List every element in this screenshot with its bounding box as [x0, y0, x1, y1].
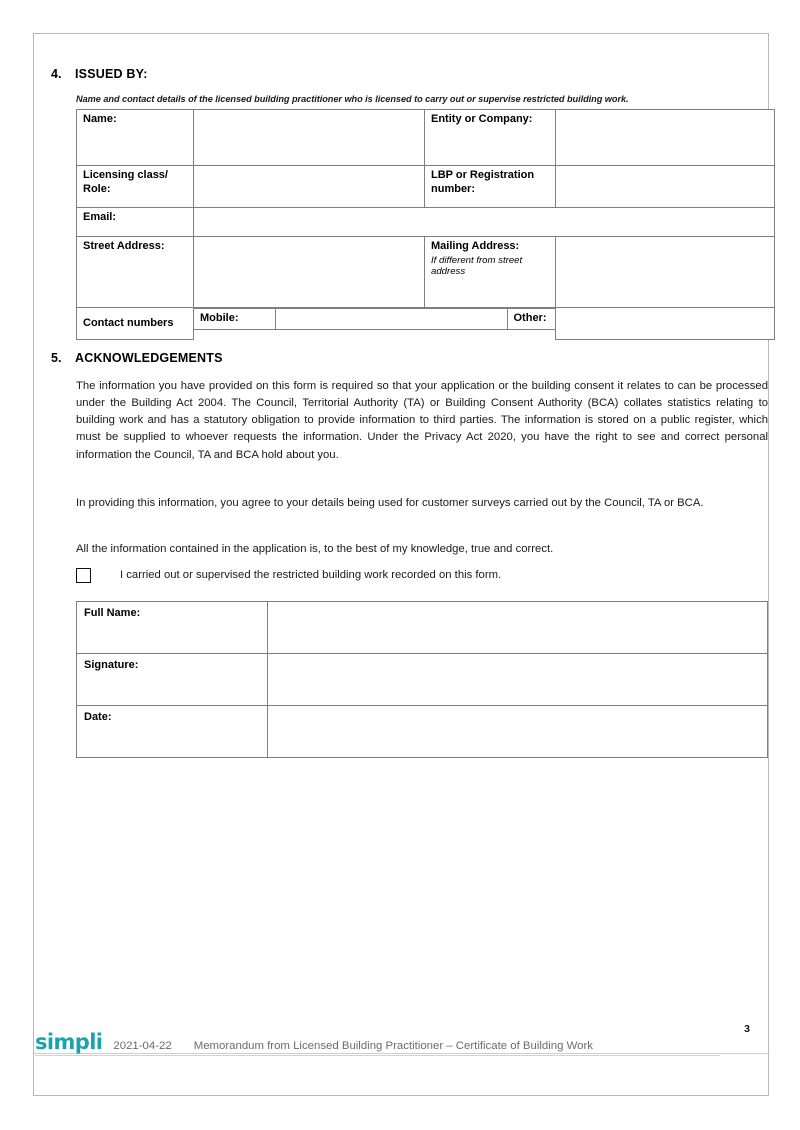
- declaration-checkbox-row[interactable]: [76, 568, 768, 584]
- other-label: Other:: [507, 309, 555, 330]
- full-name-field[interactable]: [268, 602, 768, 654]
- signature-label: Signature:: [77, 654, 268, 706]
- footer-divider: [35, 1055, 720, 1056]
- signature-field[interactable]: [268, 654, 768, 706]
- table-row: [77, 654, 768, 706]
- email-field[interactable]: [194, 208, 775, 237]
- table-row: [77, 706, 768, 758]
- full-name-label: Full Name:: [77, 602, 268, 654]
- acknowledgement-paragraph-3: All the information contained in the application is, to the best of my knowledge, true and correct.: [76, 543, 554, 555]
- declaration-checkbox-label: I carried out or supervised the restricted building work recorded on this form.: [120, 569, 502, 581]
- email-label: Email:: [77, 208, 194, 237]
- checkbox-icon[interactable]: [76, 568, 91, 583]
- street-address-label: Street Address:: [77, 237, 194, 308]
- table-row: [77, 602, 768, 654]
- table-row: [77, 237, 775, 308]
- section-heading-acknowledgements: [51, 351, 223, 365]
- mailing-address-subtext: If different from street address: [431, 254, 523, 278]
- issued-by-instruction: Name and contact details of the licensed building practitioner who is licensed to carry out or supervise restricted building work.: [76, 94, 629, 104]
- contact-numbers-label: Contact numbers: [77, 308, 194, 340]
- section-number: 4.: [51, 67, 62, 81]
- mobile-label: Mobile:: [194, 309, 276, 330]
- declaration-table: [76, 601, 768, 758]
- mobile-field[interactable]: [276, 309, 425, 330]
- page-content: [34, 34, 768, 1095]
- street-address-field[interactable]: [194, 237, 425, 308]
- licensing-class-label: Licensing class/ Role:: [77, 166, 194, 208]
- acknowledgement-paragraph-1: The information you have provided on this form is required so that your application or the building consent it relates to can be processed under the Building Act 2004. The Council, Territorial Authority (TA) or Building Consent Authority (BCA) collates statistics relating to building work and has a statutory obligation to provide information to third parties. The information is stored on a public register, which must be supplied to whoever requests the information. Under the Privacy Act 2020, you have the right to see and correct personal information the Council, TA and BCA hold about you.: [76, 380, 768, 461]
- contact-numbers-other-group: [425, 308, 556, 340]
- name-field[interactable]: [194, 110, 425, 166]
- footer-title: Memorandum from Licensed Building Practitioner – Certificate of Building Work: [193, 1040, 593, 1052]
- date-label: Date:: [77, 706, 268, 758]
- acknowledgement-paragraph-2: In providing this information, you agree to your details being used for customer surveys carried out by the Council, TA or BCA.: [76, 497, 704, 509]
- mailing-address-label: [425, 237, 556, 308]
- mailing-address-label-text: Mailing Address:: [431, 240, 520, 252]
- entity-or-company-field[interactable]: [556, 110, 775, 166]
- date-field[interactable]: [268, 706, 768, 758]
- page-frame: [33, 33, 769, 1096]
- table-row: [77, 308, 775, 340]
- name-label: Name:: [77, 110, 194, 166]
- section-title: ACKNOWLEDGEMENTS: [75, 351, 223, 365]
- lbp-number-label: LBP or Registration number:: [425, 166, 556, 208]
- other-field[interactable]: [556, 308, 775, 340]
- mailing-address-field[interactable]: [556, 237, 775, 308]
- licensing-class-field[interactable]: [194, 166, 425, 208]
- table-row: [77, 166, 775, 208]
- table-row: [77, 110, 775, 166]
- issued-by-table: [76, 109, 775, 340]
- footer-date: 2021-04-22: [113, 1040, 172, 1052]
- page-number: 3: [744, 1023, 750, 1035]
- mobile-field-extension[interactable]: [425, 309, 508, 330]
- section-title: ISSUED BY:: [75, 67, 148, 81]
- lbp-number-field[interactable]: [556, 166, 775, 208]
- footer-content: [35, 1032, 593, 1053]
- entity-or-company-label: Entity or Company:: [425, 110, 556, 166]
- section-heading-issued-by: [51, 67, 148, 81]
- contact-numbers-mobile-group: [194, 308, 425, 340]
- page-footer: [34, 1030, 770, 1097]
- section-number: 5.: [51, 351, 62, 365]
- table-row: [77, 208, 775, 237]
- simpli-logo: simpli: [35, 1030, 103, 1054]
